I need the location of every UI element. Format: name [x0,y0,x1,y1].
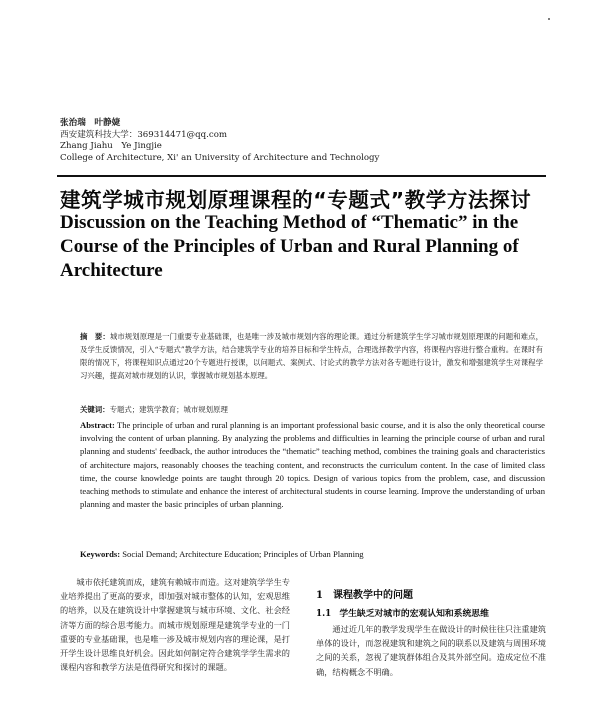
section-1-1-heading [316,606,489,619]
keywords-chinese [80,404,543,416]
author-names-en: Zhang Jiahu Ye Jingjie [60,141,162,152]
keywords-english [80,549,545,559]
section-1-title: 课程教学中的问题 [332,590,413,601]
keywords-chinese-text: 专题式；建筑学教育；城市规划原理 [109,405,228,414]
title-english: Discussion on the Teaching Method of “Thematic” in the Course of the Principles of Urban and Rural Planning of Architecture [60,212,519,281]
title-chinese: 建筑学城市规划原理课程的“专题式”教学方法探讨 [60,188,532,212]
section-1-1-title: 学生缺乏对城市的宏观认知和系统思维 [339,609,489,619]
section-1-heading [316,586,413,601]
header-rule [57,175,546,177]
abstract-english [80,419,545,511]
author-block [60,118,379,164]
body-left-paragraph: 城市依托建筑而成，建筑有赖城市而造。这对建筑学学生专业培养提出了更高的要求，即加强对城市整体的认知，宏观思维的培养，以及在建筑设计中掌握建筑与城市环境、文化、社会经济等方面的综合思考能力。而城市规划原理是建筑学专业的一门重要的专业基础课，也是唯一涉及城市规划内容的理论课，是打开学生设计思维良好机会。因此如何制定符合建筑学学生需求的课程内容和教学方法是值得研究和探讨的课题。 [60,577,290,673]
keywords-chinese-label: 关键词： [80,405,110,414]
author-affiliation-cn: 西安建筑科技大学：369314471@qq.com [60,129,228,140]
scan-speck [548,18,550,20]
abstract-chinese-text: 城市规划原理是一门重要专业基础课，也是唯一涉及城市规划内容的理论课。通过分析建筑学生学习城市规划原理课的问题和难点，及学生反馈情况，引入“专题式”教学方法，结合建筑学专业的培养目标和学生特点，合理选择教学内容，将课程内容进行整合重构。在课时有限的情况下，将课程知识点通过20个专题进行授课，以问题式、案例式、讨论式的教学方法对各专题进行设计，激发和增强建筑学生对课程学习兴趣，提高对城市规划的认识，掌握城市规划基本原理。 [80,332,543,380]
body-right-paragraph: 通过近几年的教学发现学生在做设计的时候往往只注重建筑单体的设计，而忽视建筑和建筑之间的联系以及建筑与周围环境之间的关系，忽视了建筑群体组合及其外部空间。造成定位不准确，结构概念不明确。 [316,624,546,677]
author-names-cn: 张治瑞 叶静婕 [60,118,121,128]
section-1-number: 1 [316,590,323,601]
keywords-english-label: Keywords: [80,549,121,559]
abstract-chinese-label: 摘 要： [80,332,110,341]
abstract-english-label: Abstract: [80,420,115,430]
section-1-1-number: 1.1 [316,609,332,619]
abstract-english-text: The principle of urban and rural planning is an important professional basic course, and it is also the only theoretical course involving the content of urban planning. By analyzing the problems and difficulties in learning the principle course of urban and rural planning and students' feedback, the author introduces the “thematic” teaching method, combines the training goals and characteristics of architecture majors, reasonably chooses the teaching content, and reconstructs the curriculum content. In the case of limited class time, the course knowledge points are taught through 20 topics. Design of various topics from the problem, case, and discussion teaching methods to stimulate and enhance the interest of architectural students in course learning. Improve the understanding of urban planning and master the basic principles of urban planning. [80,420,546,510]
keywords-english-text: Social Demand; Architecture Education; Principles of Urban Planning [122,549,364,559]
author-affiliation-en: College of Architecture, Xi' an University of Architecture and Technology [60,152,380,163]
abstract-chinese [80,330,543,382]
